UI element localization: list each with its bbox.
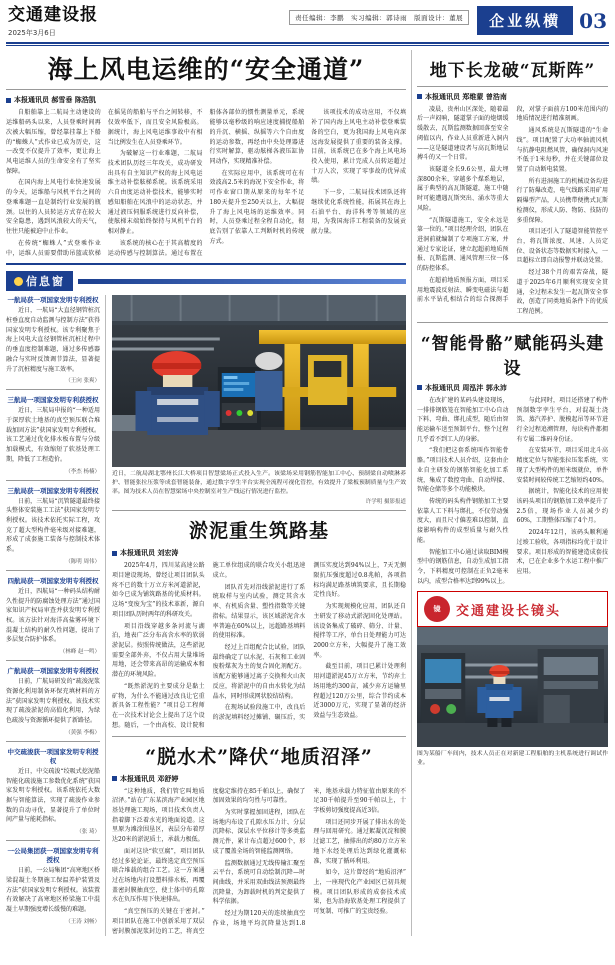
- right-para: 在安装环节，项目采用北斗高精度定位与智能张拉压浆系统，实现了大型构件的厘米级就位，单件安装时间较传统工艺缩短约40%。: [516, 447, 608, 484]
- news-brief-source: （陈明 周伟）: [65, 558, 100, 565]
- secondary-photo-caption: 图为某船厂车间内，技术人员正在对新建工程船舶的主机系统进行调试作业。: [417, 751, 608, 767]
- info-window-logo: [6, 271, 73, 291]
- news-brief-text: 日前，一公局集团“高寒地区桥梁混凝土冬期施工保温养护装置及方法”获国家发明专利授权。该装置有效解决了高寒地区桥梁施工中混凝土早期强度增长缓慢的难题。: [6, 867, 100, 913]
- news-brief-title: 中交疏浚获一项国家发明专利授权: [7, 747, 99, 765]
- news-briefs-column: [6, 295, 106, 936]
- masthead-middle: [158, 6, 469, 25]
- third-para: 监测数据通过无线传输汇聚至云平台，系统可自动绘制沉降—时间曲线，并采用双曲线法预测最终沉降量，为卸载时机的判定提供了科学依据。: [212, 859, 306, 906]
- right-byline-2: [417, 383, 608, 393]
- third-para: 经过为期120天的连续抽真空作业，场地平均沉降量达到1.8米，地基承载力特征值由原来的不足30千帕提升至90千帕以上，十字板剪切强度提高近3倍。: [212, 787, 406, 927]
- third-headline: “脱水术”降伏“地质沼泽”: [145, 745, 373, 768]
- news-brief-title: 三航局获一项国家发明专利授权: [7, 486, 99, 495]
- info-window-title: 信息窗: [26, 275, 65, 289]
- issue-date: 2025年3月6日: [8, 28, 56, 37]
- second-para: 团队首先对沿线淤泥进行了系统取样与室内试验，测定其含水率、有机质含量、塑性指数等关键指标。结果显示，该区域淤泥含水率普遍在60%以上，远超路基填料的使用标准。: [212, 583, 306, 640]
- news-brief-source: （李杰 杨楠）: [65, 468, 100, 475]
- right-headline-2: “智能骨骼”赋能码头建设: [420, 333, 605, 379]
- news-brief-text: 日前，广航局研发的“疏浚泥浆资源化利用制备环保充填材料的方法”获国家发明专利授权。该技术实现了疏浚淤泥的高值化利用，为绿色疏浚与资源循环提供了新路径。: [6, 678, 100, 725]
- paper-name: 交通建设报: [8, 5, 98, 25]
- right-byline-1-text: 本报通讯员 郑维蒙 曾浩南: [425, 92, 507, 101]
- news-brief-source: （张 琦）: [76, 829, 100, 836]
- lead-byline: [6, 95, 406, 105]
- news-brief-source: （林峰 赵一鸣）: [59, 649, 100, 656]
- main-column: [6, 50, 406, 937]
- lead-article-text: [6, 108, 406, 258]
- right-para: 据统计，智能化技术的应用使该码头项目的钢筋加工效率提升了2.5倍，现场作业人员减少约60%，工期整体压缩了4个月。: [516, 488, 608, 525]
- right-para: 项目还引入了隧道智能管控平台，将瓦斯浓度、风速、人员定位、设备状态等数据实时接入，一旦超标立即自动报警并联动处置。: [516, 228, 608, 265]
- news-brief-text: 近日，三航局申报的“一种适用于深厚软土地基的真空预压联合堆载加固方法”获国家发明专利授权。该工艺通过优化排水板布置与分级加载模式，有效缩短了软基处理工期，降低了工程造价。: [6, 407, 100, 463]
- right-para: 凌晨，贵州山区深处，随着最后一声闷响，隧道掌子面的炮烟缓缓散去，瓦斯监测数据回落至安全阈值以内，作业人员重新进入洞内——这是隧道建设者与高瓦斯地层搏斗的又一个日常。: [417, 105, 509, 162]
- masthead-rule-thick: [6, 42, 609, 44]
- second-para: 截至目前，项目已累计处理利用河道淤泥45万立方米，节约弃土场用地约300亩，减少弃方运输里程超过120万公里，综合节约成本近3000万元，实现了显著的经济效益与生态效益。: [313, 663, 406, 720]
- lead-para: 在实际应用中，该系统可在有效波高2.5米的海况下安全作业，将可作业窗口期从原来的每年不足180天提升至250天以上，大幅提升了海上风电场的运维效率。同时，人员登乘过程全程自动化，彻底告别了依靠人工判断时机的传统方式。: [209, 169, 305, 245]
- right-para: 所有进洞施工的机械设备均进行了防爆改造，电气线路采用矿用隔爆型产品，人员携带便携式瓦斯检测仪，形成人防、物防、技防的多重保障。: [516, 177, 608, 224]
- byline-marker-icon: [6, 98, 11, 103]
- byline-marker-icon: [112, 551, 117, 556]
- second-para: 项目沿线穿越多条河流与湖泊，地表广泛分布高含水率的软弱淤泥层。按照传统做法，这些淤泥需要全部外弃，不仅占用大量堆场用地，还会带来高昂的运输成本和潜在的环境风险。: [112, 622, 205, 679]
- page-number: 03: [579, 8, 607, 33]
- news-brief: [6, 576, 100, 655]
- news-brief-source: （黄强 李梅）: [65, 729, 100, 736]
- third-divider: [112, 736, 406, 737]
- photo-caption: 近日，二航局湖北鄂州长江大桥项目智慧梁场正式投入生产。该梁场采用钢筋智能加工中心、预制梁自动喷淋养护、智能张拉压浆等成套智能装备，通过数字孪生平台实现全流程可视化管控，有效提升了梁板预制质量与生产效率。图为技术人员在智慧梁场中央控制室对生产线运行情况进行监控。: [112, 471, 406, 495]
- right-para: 经过38个月的艰苦奋战，隧道于2025年6月顺利实现安全贯通，全过程未发生一起瓦斯安全事故，创造了同类地质条件下的优质工程范例。: [516, 269, 608, 316]
- info-window-band: [6, 271, 406, 291]
- masthead-right: [469, 6, 607, 35]
- news-brief: [6, 486, 100, 565]
- brief-divider: [6, 741, 100, 742]
- brief-divider: [6, 840, 100, 841]
- lower-block: [6, 295, 406, 936]
- feature-photo-graphic: [112, 295, 406, 467]
- news-brief-text: 近日，一航局“大直径钢管桩沉桩垂直度自动监测与控制方法”获得国家发明专利授权。该专利聚焦于海上风电大直径钢管桩沉桩过程中的垂直度控制难题，通过多传感器融合与实时反馈调节算法，显著提升了沉桩精度与施工效率。: [6, 307, 100, 373]
- lead-para: 在传统“蜘蛛人”式登乘作业中，运维人员需要借助吊篮或软梯在摇晃的船舶与平台之间转移，不仅效率低下，而且安全风险极高。据统计，海上风电运维事故中有相当比例发生在人员登乘环节。: [6, 109, 203, 257]
- third-article-text: [112, 787, 406, 937]
- news-brief: [6, 395, 100, 474]
- lead-para: 为破解这一行业难题，二航局技术团队历经三年攻关，成功研发出具有自主知识产权的海上风电运维主动补偿舷梯系统。该系统采用六自由度运动补偿技术，能够实时感知船舶在风浪中的运动状态，并通过液压伺服系统进行反向补偿，使舷梯末端始终保持与风机平台的相对静止。: [107, 150, 203, 236]
- third-para: “真空预压的关键在于密封。”项目团队在施工中创新采用了双层密封膜加泥浆封边的工艺，将真空度稳定维持在85千帕以上，确保了加固效果的均匀性与可靠性。: [112, 787, 306, 935]
- lead-byline-text: 本报通讯员 郝雪垂 陈浩凯: [14, 96, 96, 105]
- lead-headline: 海上风电运维的“安全通道”: [47, 54, 365, 84]
- third-para: 如今，这片曾经的“地质沼泽”上，一座现代化产业园区已初具规模。项目团队形成的成套技术成果，也为沿海软基处理工程提供了可复制、可推广的宝贵经验。: [313, 869, 406, 916]
- third-para: “这种地质，我们管它叫地质沼泽。”站在广东某滨海产业园区地基处理施工现场，项目技术负责人指着脚下泛着水光的地面说道。这里原为滩涂围垦区，表层分布着厚达20米的淤泥质土，承载力极低。: [112, 787, 205, 844]
- third-para: 面对这块“软豆腐”，项目团队经过多轮论证，最终选定真空预压联合堆载的组合工艺。这一方案通过在场地内打设塑料排水板，再覆盖密封膜抽真空，使土体中的孔隙水在负压作用下快速排出。: [112, 847, 205, 904]
- secondary-photo-graphic: [417, 627, 608, 747]
- second-article-text: [112, 561, 406, 730]
- second-para: 经过上百组配合比试验，团队最终确定了以水泥、石灰和工业固废粉煤灰为主的复合固化剂配方。该配方能够通过离子交换和火山灰反应，将淤泥中的自由水转化为结晶水，同时形成网状胶结结构。: [212, 644, 306, 700]
- news-brief: [6, 747, 100, 835]
- byline-marker-icon: [417, 94, 422, 99]
- lead-para: 自船舶靠上二航局主动建设的运维船码头以来，人员登乘时间再次被大幅压缩，曾经靠挂靠上下船的“蜘蛛人”式作业已成为历史，这一改变不仅提升了效率，更让海上风电运维人员的生命安全有了坚实保障。: [6, 109, 101, 175]
- news-brief: [6, 666, 100, 736]
- right-para: 与此同时，项目还搭建了构件预制数字孪生平台，对混凝土浇筑、蒸汽养护、脱模起吊等环节进行全过程追溯管理，每块构件都拥有专属二维码身份证。: [516, 396, 608, 443]
- news-brief: [6, 295, 100, 384]
- lead-para: 下一步，二航局技术团队还将继续优化系统性能，拓展其在海上石油平台、海洋科考等领域的应用，为我国海洋工程装备的发展贡献力量。: [311, 189, 406, 236]
- news-brief-title: 广航局获一项国家发明专利授权: [7, 667, 99, 676]
- second-byline-text: 本报通讯员 刘宏涛: [120, 549, 179, 558]
- right-byline-2-text: 本报通讯员 周泓沣 郭永沛: [425, 383, 507, 392]
- byline-marker-icon: [417, 385, 422, 390]
- photo-divider: [112, 510, 406, 511]
- news-brief-title: 四航局获一项国家发明专利授权: [7, 576, 99, 585]
- right-headline-1: 地下长龙破“瓦斯阵”: [429, 60, 596, 81]
- second-para: “既然淤泥的主要成分是黏土矿物，为什么不能通过改良让它重新具备工程性能？”项目总工程师在一次技术讨论会上提出了这个设想。随后，一个由高校、设计院和施工单位组成的联合攻关小组迅速成立。: [112, 562, 306, 729]
- right-para: “我们把这套系统叫作智能骨骼。”项目技术人员介绍，这套由企业自主研发的钢筋智能化加工系统，集成了数控弯曲、自动焊接、智能仓储等多个功能模块。: [417, 447, 509, 494]
- second-headline: 淤泥重生筑路基: [188, 520, 329, 543]
- right-para: “瓦斯隧道施工，安全永远是第一位的。”项目经理介绍，团队在进洞前就编制了专项施工方案，并通过专家论证，建立起超前地质预报、瓦斯监测、通风管理三位一体的防控体系。: [417, 216, 509, 273]
- right-divider-2: [417, 322, 608, 323]
- third-para: 项目还同步开展了排出水的处理与回用研究。通过絮凝沉淀和膜过滤工艺，抽排出的约80万立方米地下水经处理后达到绿化灌溉标准，实现了循环利用。: [313, 818, 406, 865]
- lead-divider: [6, 89, 406, 90]
- news-brief: [6, 846, 100, 925]
- news-brief-text: 近日，中交疏浚“绞吸式挖泥船智能化疏浚施工参数优化系统”获国家发明专利授权。该系统依托大数据与智能算法，实现了疏浚作业参数的自动寻优，显著提升了单位时间产量与能耗指标。: [6, 767, 100, 824]
- right-para: 传统的码头构件钢筋加工主要依靠人工下料与绑扎，不仅劳动强度大，而且尺寸偏差难以控制，直接影响构件的成型质量与耐久性能。: [417, 497, 509, 544]
- feature-photo: [112, 295, 406, 467]
- photo-credit: 许学明 摄影报道: [365, 499, 406, 506]
- third-para: 为实时掌握加固进程，团队在场地内布设了孔隙水压力计、分层沉降标、深层水平位移计等多类监测元件，累计布点超过600个，形成了覆盖全场的智能监测网络。: [212, 808, 306, 855]
- section-title: 企业纵横: [477, 6, 573, 35]
- long-lens-banner[interactable]: [417, 591, 608, 627]
- masthead: [0, 0, 615, 40]
- second-para: 在现场试验段施工中，改良后的淤泥填料经过摊铺、碾压后，实测压实度达到94%以上，7天无侧限抗压强度超过0.8兆帕，各项指标均满足路基填筑要求，且长期稳定性良好。: [212, 562, 406, 722]
- right-para: 通风系统是瓦斯隧道的“生命线”。项目配置了大功率轴流风机与抗静电阻燃风管，确保洞内风速不低于1米每秒，并在关键部位设置了自动断电装置。: [516, 127, 608, 173]
- byline-marker-icon: [112, 776, 117, 781]
- brief-divider: [6, 570, 100, 571]
- right-para: 2024年12月，该码头顺利通过竣工验收，各项指标均优于设计要求。项目形成的智能建造成套技术，已在企业多个水运工程中推广应用。: [516, 529, 608, 575]
- second-para: 2025年4月，四川某高速公路项目建设现场，曾经让项目团队头疼不已的数十万立方米河道淤泥，如今已成为铺筑路基的优质材料。这场“变废为宝”的技术革新，源自项目团队历时两年的科研攻关。: [112, 562, 205, 618]
- masthead-left: [8, 6, 158, 38]
- right-divider-1: [417, 86, 608, 87]
- right-column: [411, 50, 608, 937]
- photo-and-articles: [112, 295, 406, 936]
- right-para: 智能加工中心通过读取BIM模型中的钢筋信息，自动生成加工指令，下料精度可控制在正负2毫米以内，成型合格率达到99%以上。: [417, 548, 509, 585]
- right-article-2-text: [417, 396, 608, 587]
- lead-para: 该系统的核心在于其高精度的运动传感与控制算法。通过布置在船体各部位的惯性测量单元，系统能够以毫秒级的响应速度捕捉船舶的升沉、横摇、纵摇等六个自由度的运动参数，再经由中央处理器进行实时解算，驱动舷梯各液压缸协同动作，实现精准补偿。: [107, 109, 305, 257]
- news-brief-text: 近日，四航局“一种码头结构耐久性提升的防腐蚀处理方法”通过国家知识产权局审查并获发明专利授权。该方法针对海洋高盐雾环境下混凝土结构的耐久性问题，提出了多层复合防护体系。: [6, 587, 100, 644]
- page-body: [0, 50, 615, 937]
- brief-divider: [6, 480, 100, 481]
- right-para: 该隧道全长9.6公里，最大埋深800余米，穿越多个煤系地层，属于典型的高瓦斯隧道，施工中随时可能遭遇瓦斯突出、涌水等重大风险。: [417, 166, 509, 212]
- right-para: 在超前地质预报方面，项目采用地震波反射法、瞬变电磁法与超前水平钻孔相结合的综合探测手段，对掌子面前方100米范围内的地质情况进行精准刻画。: [417, 105, 608, 304]
- right-article-1-text: [417, 105, 608, 317]
- banner-title: 交通建设长镜头: [456, 603, 562, 619]
- second-byline: [112, 548, 406, 558]
- right-para: 在改扩建的某码头建设现场，一排排钢筋笼在智能加工中心自动下料、弯曲、绑扎成型，随后由智能运输车送至预制平台，整个过程几乎看不到工人的身影。: [417, 396, 509, 443]
- lead-para: 该项技术的成功应用，不仅填补了国内海上风电主动补偿登乘装备的空白，更为我国海上风电向深远海发展提供了重要的装备支撑。目前，该系统已在多个海上风电场投入使用，累计完成人员转运超过十万人次，实现了零事故的优异成绩。: [311, 109, 406, 185]
- editor-credits: 责任编辑：李鹏 实习编辑：郭诗雨 版面设计：董展: [289, 10, 469, 25]
- info-band-bar: [78, 279, 406, 284]
- news-brief-title: 一航局获一项国家发明专利授权: [7, 296, 99, 305]
- third-byline-text: 本报通讯员 邓舒婷: [120, 774, 179, 783]
- banner-badge-icon: 镜: [424, 596, 450, 622]
- secondary-photo: [417, 627, 608, 747]
- brief-divider: [6, 389, 100, 390]
- news-brief-text: 日前，三航局“沉管隧道最终接头整体安装施工工法”获国家发明专利授权。该技术依托实际工程，攻克了超大型构件毫米级对接难题，形成了成套施工装备与控制技术体系。: [6, 497, 100, 554]
- section-divider: [6, 263, 406, 265]
- brief-divider: [6, 660, 100, 661]
- news-brief-source: （王涛 刘畅）: [65, 918, 100, 925]
- news-brief-title: 一公局集团获一项国家发明专利授权: [7, 847, 99, 865]
- third-byline: [112, 774, 406, 784]
- info-dot-icon: [14, 277, 23, 286]
- news-brief-source: （王向 张爽）: [65, 378, 100, 385]
- masthead-rule-thin: [6, 45, 609, 46]
- right-byline-1: [417, 92, 608, 102]
- news-brief-title: 三航局一项国家发明专利获授权: [7, 396, 99, 405]
- second-para: 为实现规模化应用，团队还自主研发了移动式淤泥固化处理站。该设备集成了破碎、筛分、计量、搅拌等工序，单台日处理能力可达2000立方米，大幅提升了施工效率。: [313, 603, 406, 659]
- lead-para: 在国内海上风电行业快速发展的今天，运维船与风机平台之间的登乘难题一直是制约行业发展的瓶颈。以往的人员转运方式存在较大安全隐患，遇到风浪较大的天气，往往只能被迫中止作业。: [6, 179, 101, 236]
